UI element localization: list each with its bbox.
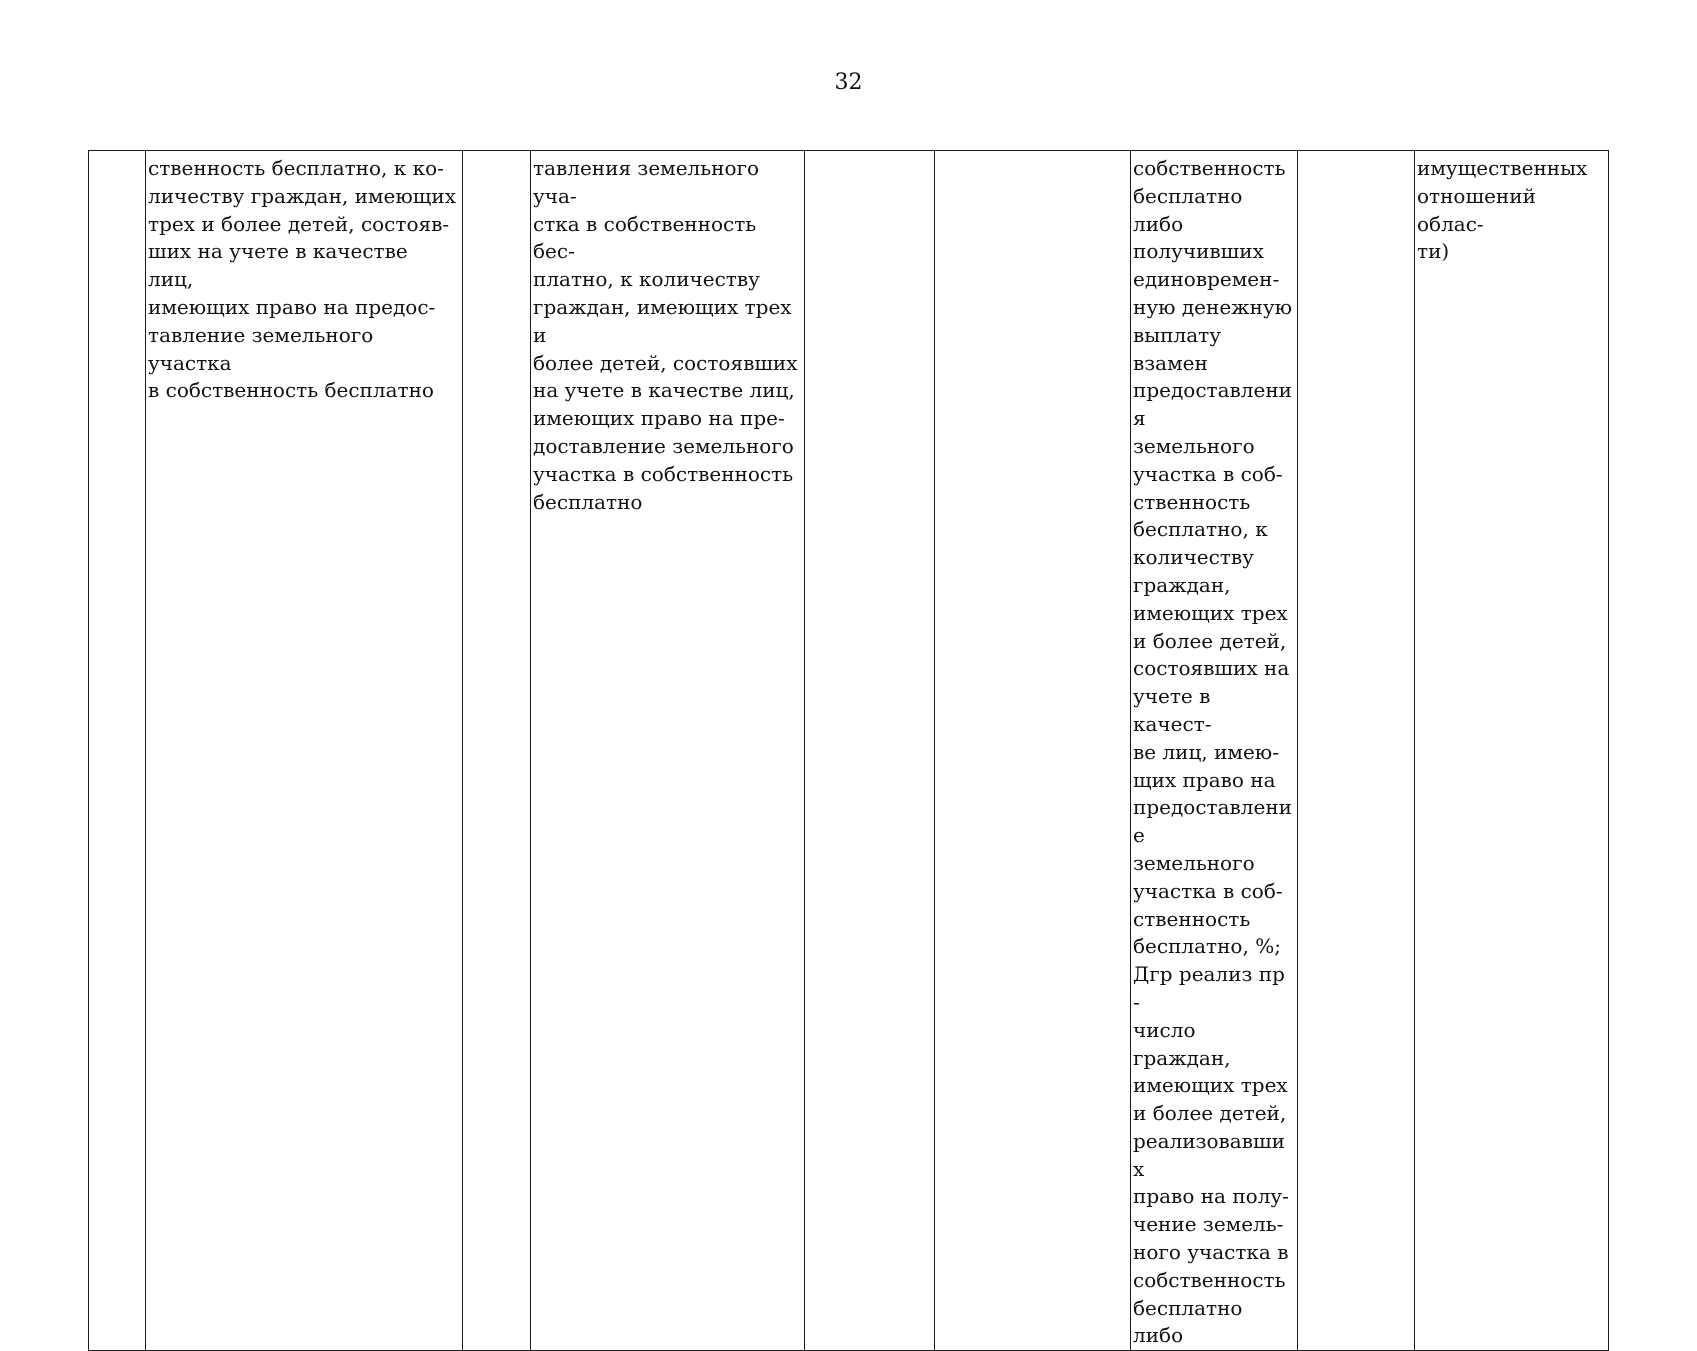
indicator-table (88, 150, 1609, 1351)
table-cell-col9 (1415, 151, 1609, 1351)
table-row (89, 151, 1609, 1351)
cell-text: ственность бесплатно, к ко- личеству граждан, имеющих трех и более детей, состояв- ших на учете в качестве лиц, имеющих право на предос- тавление земельного участка в собственность бесплатно (148, 156, 456, 403)
table-cell-col7 (1131, 151, 1298, 1351)
page-number: 32 (834, 70, 863, 95)
table-cell-col8 (1298, 151, 1415, 1351)
cell-text: тавления земельного уча- стка в собственность бес- платно, к количеству граждан, имеющих трех и более детей, состоявших на учете в качестве лиц, имеющих право на пре- доставление земельного участка в собственность бесплатно (533, 156, 798, 514)
table-cell-col3 (463, 151, 531, 1351)
table-cell-col5 (805, 151, 935, 1351)
table-cell-col1 (89, 151, 146, 1351)
table-cell-col6 (935, 151, 1131, 1351)
cell-text: имущественных отношений облас- ти) (1417, 156, 1588, 264)
table-cell-col4 (531, 151, 805, 1351)
cell-text: собственность бесплатно либо получивших единовремен- ную денежную выплату взамен предоставления земельного участка в соб- ственность бесплатно, к количеству граждан, имеющих трех и более детей, состоявших на учете в качест- ве лиц, имею- щих право на предоставление земельного участка в соб- ственность бесплатно, %; Дгр реализ пр - число граждан, имеющих трех и более детей, реализовавших право на полу- чение земель- ного участка в собственность бесплатно либо (1133, 156, 1293, 1348)
table-cell-col2 (146, 151, 463, 1351)
